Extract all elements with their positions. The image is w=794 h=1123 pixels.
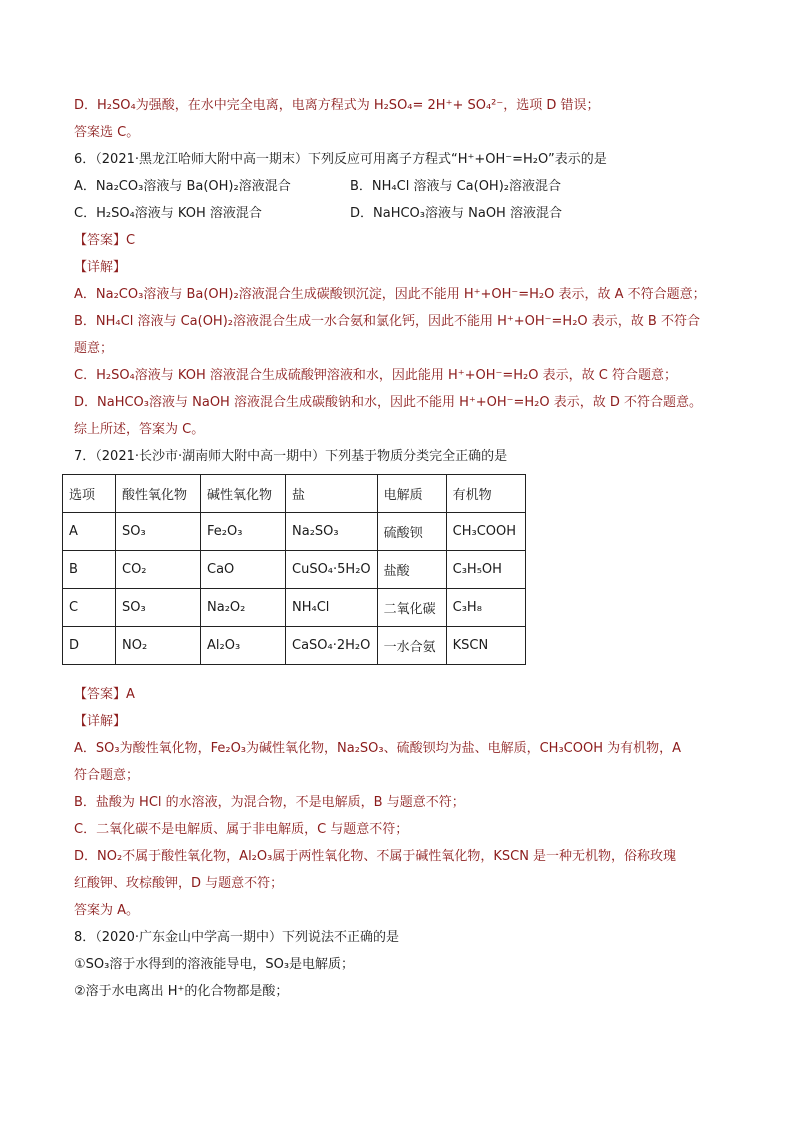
table-cell: A (63, 513, 116, 551)
q7-detail-b: B．盐酸为 HCl 的水溶液，为混合物，不是电解质，B 与题意不符； (74, 795, 465, 810)
q7-detail-d: D．NO₂不属于酸性氧化物，Al₂O₃属于两性氧化物、不属于碱性氧化物，KSCN 是一种无机物，俗称玫瑰 (74, 849, 677, 864)
table-cell: C₃H₅OH (446, 551, 525, 589)
q6-detail-b-cont: 题意； (74, 341, 114, 356)
table-cell: Na₂O₂ (201, 589, 286, 627)
q6-option-b: B．NH₄Cl 溶液与 Ca(OH)₂溶液混合 (350, 179, 561, 194)
q8-item-1: ①SO₃溶于水得到的溶液能导电，SO₃是电解质； (74, 957, 355, 972)
q6-conclusion: 综上所述，答案为 C。 (74, 422, 205, 437)
table-cell: KSCN (446, 627, 525, 665)
table-header-cell: 有机物 (446, 475, 525, 513)
q8-item-2: ②溶于水电离出 H⁺的化合物都是酸； (74, 984, 289, 999)
table-cell: 硫酸钡 (377, 513, 446, 551)
table-cell: C₃H₈ (446, 589, 525, 627)
table-header-row (63, 475, 526, 513)
q7-detail-a-cont: 符合题意； (74, 768, 140, 783)
table-header-cell: 电解质 (377, 475, 446, 513)
table-header-cell: 选项 (63, 475, 116, 513)
table-cell: Na₂SO₃ (286, 513, 378, 551)
q6-option-d: D．NaHCO₃溶液与 NaOH 溶液混合 (350, 206, 562, 221)
table-cell: Fe₂O₃ (201, 513, 286, 551)
q7-detail-c: C．二氧化碳不是电解质、属于非电解质，C 与题意不符； (74, 822, 409, 837)
q6-detail-c: C．H₂SO₄溶液与 KOH 溶液混合生成硫酸钾溶液和水，因此能用 H⁺+OH⁻=H₂O 表示，故 C 符合题意； (74, 368, 677, 383)
table-header-cell: 盐 (286, 475, 378, 513)
q6-answer: 【答案】C (74, 233, 136, 248)
table-row (63, 551, 526, 589)
q6-stem: 6．（2021·黑龙江哈师大附中高一期末）下列反应可用离子方程式“H⁺+OH⁻=H₂O”表示的是 (74, 152, 607, 167)
table-cell: 二氧化碳 (377, 589, 446, 627)
table-cell: SO₃ (116, 589, 201, 627)
q7-answer: 【答案】A (74, 687, 135, 702)
q8-stem: 8．（2020·广东金山中学高一期中）下列说法不正确的是 (74, 930, 399, 945)
q6-options-row-2 (74, 200, 724, 227)
table-cell: NH₄Cl (286, 589, 378, 627)
q7-detail-d-cont: 红酸钾、玫棕酸钾，D 与题意不符； (74, 876, 284, 891)
q5-option-d-explanation: D．H₂SO₄为强酸，在水中完全电离，电离方程式为 H₂SO₄= 2H⁺+ SO₄²⁻，选项 D 错误； (74, 98, 600, 113)
q7-conclusion: 答案为 A。 (74, 903, 140, 918)
table-cell: C (63, 589, 116, 627)
q6-detail-label: 【详解】 (74, 260, 127, 275)
q7-stem: 7．（2021·长沙市·湖南师大附中高一期中）下列基于物质分类完全正确的是 (74, 449, 508, 464)
spacer (74, 671, 724, 681)
table-header-cell: 碱性氧化物 (201, 475, 286, 513)
table-cell: NO₂ (116, 627, 201, 665)
table-row (63, 627, 526, 665)
table-cell: CaSO₄·2H₂O (286, 627, 378, 665)
table-cell: CuSO₄·5H₂O (286, 551, 378, 589)
table-cell: B (63, 551, 116, 589)
q7-detail-label: 【详解】 (74, 714, 127, 729)
q6-detail-a: A．Na₂CO₃溶液与 Ba(OH)₂溶液混合生成碳酸钡沉淀，因此不能用 H⁺+OH⁻=H₂O 表示，故 A 不符合题意； (74, 287, 706, 302)
q5-conclusion: 答案选 C。 (74, 125, 140, 140)
q6-detail-d: D．NaHCO₃溶液与 NaOH 溶液混合生成碳酸钠和水，因此不能用 H⁺+OH⁻=H₂O 表示，故 D 不符合题意。 (74, 395, 703, 410)
table-cell: CaO (201, 551, 286, 589)
table-cell: SO₃ (116, 513, 201, 551)
q6-options-row-1 (74, 173, 724, 200)
q7-classification-table (62, 474, 526, 665)
q6-option-a: A．Na₂CO₃溶液与 Ba(OH)₂溶液混合 (74, 179, 291, 194)
table-cell: D (63, 627, 116, 665)
table-cell: 盐酸 (377, 551, 446, 589)
table-cell: Al₂O₃ (201, 627, 286, 665)
q6-option-c: C．H₂SO₄溶液与 KOH 溶液混合 (74, 206, 262, 221)
table-cell: 一水合氨 (377, 627, 446, 665)
table-row (63, 513, 526, 551)
q7-detail-a: A．SO₃为酸性氧化物，Fe₂O₃为碱性氧化物，Na₂SO₃、硫酸钡均为盐、电解质，CH₃COOH 为有机物，A (74, 741, 682, 756)
q6-detail-b: B．NH₄Cl 溶液与 Ca(OH)₂溶液混合生成一水合氨和氯化钙，因此不能用 H⁺+OH⁻=H₂O 表示，故 B 不符合 (74, 314, 700, 329)
table-cell: CO₂ (116, 551, 201, 589)
table-cell: CH₃COOH (446, 513, 525, 551)
table-row (63, 589, 526, 627)
table-header-cell: 酸性氧化物 (116, 475, 201, 513)
document-page (69, 92, 724, 1005)
